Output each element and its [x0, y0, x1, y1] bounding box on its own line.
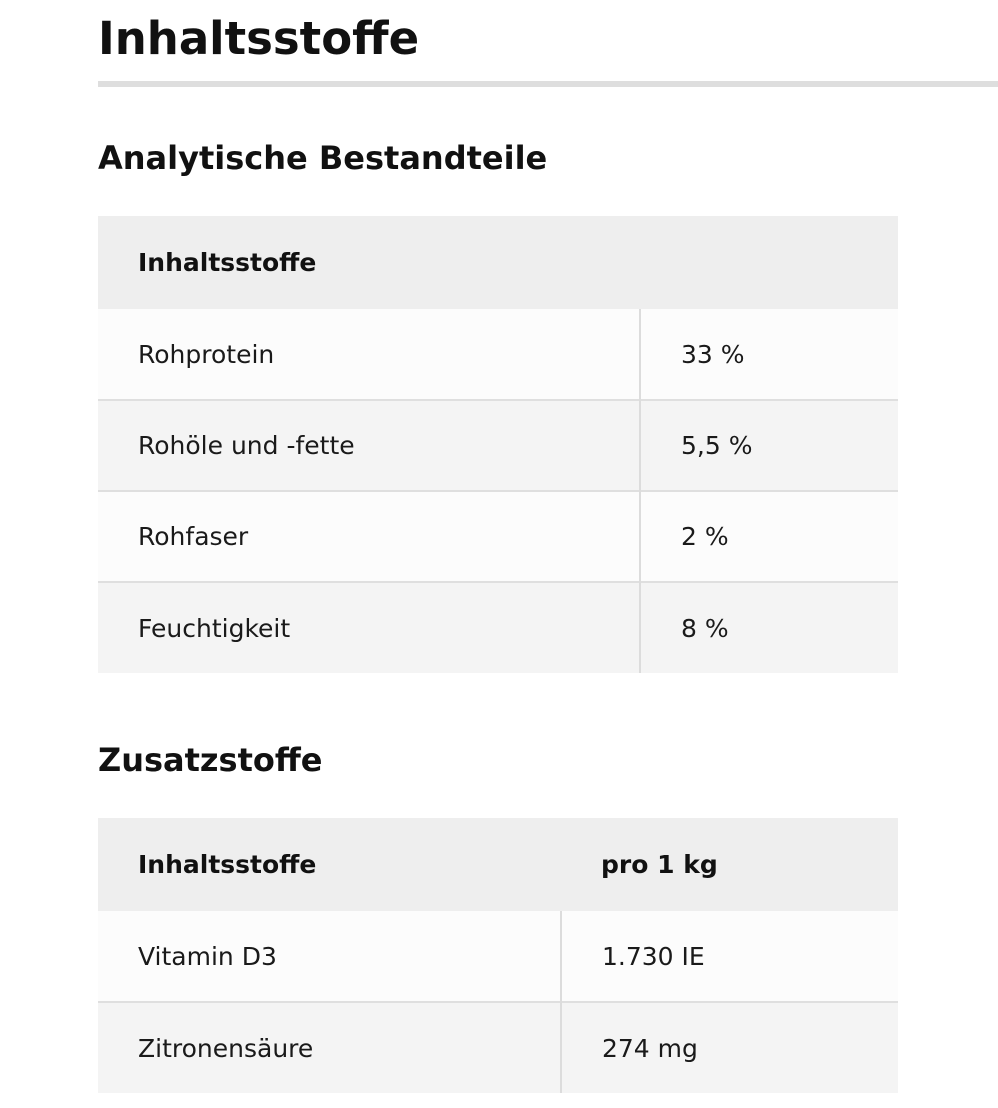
ingredient-name: Rohfaser [138, 522, 249, 551]
table-row [98, 400, 898, 491]
table-row [98, 582, 898, 673]
ingredient-value: 8 % [640, 582, 898, 673]
ingredient-value: 2 % [640, 491, 898, 582]
additive-name: Zitronensäure [138, 1033, 314, 1063]
additives-table [98, 818, 898, 1093]
analytic-table [98, 216, 898, 673]
ingredient-name: Rohprotein [138, 339, 275, 369]
additive-value: 1.730 IE [561, 911, 898, 1002]
analytic-header-name: Inhaltsstoffe [138, 248, 317, 277]
table-row [98, 911, 898, 1002]
additives-header-value: pro 1 kg [601, 850, 718, 879]
analytic-header-row [98, 216, 898, 309]
additives-heading: Zusatzstoffe [98, 741, 323, 779]
page-title: Inhaltsstoffe [98, 12, 420, 65]
ingredient-value: 5,5 % [640, 400, 898, 491]
table-row [98, 491, 898, 582]
additive-name: Vitamin D3 [138, 941, 277, 971]
additives-header-name: Inhaltsstoffe [138, 850, 317, 879]
additives-header-row [98, 818, 898, 911]
ingredient-name: Feuchtigkeit [138, 613, 291, 643]
analytic-heading: Analytische Bestandteile [98, 139, 548, 177]
ingredient-value: 33 % [640, 309, 898, 400]
ingredient-name: Rohöle und -fette [138, 431, 355, 460]
title-divider [98, 81, 998, 87]
additive-value: 274 mg [561, 1002, 898, 1093]
table-row [98, 309, 898, 400]
table-row [98, 1002, 898, 1093]
